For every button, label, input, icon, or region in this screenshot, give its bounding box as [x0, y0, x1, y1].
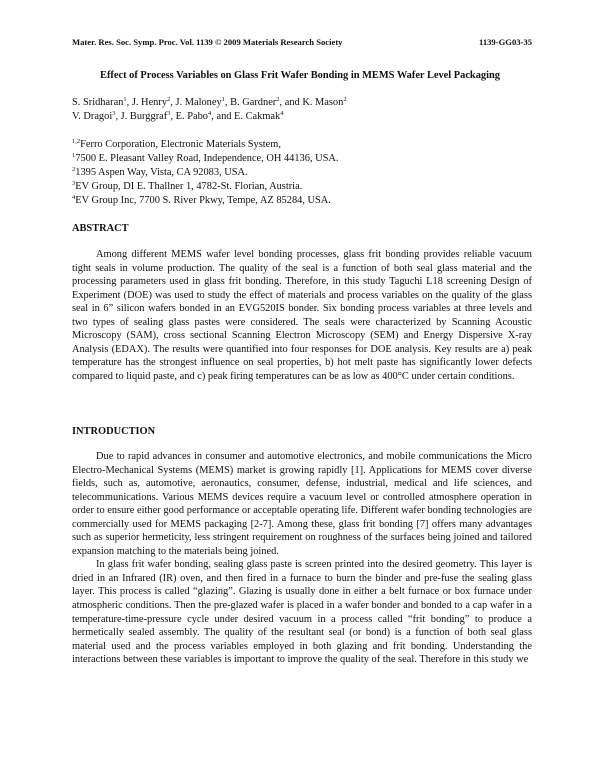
abstract-paragraph: Among different MEMS wafer level bonding processes, glass frit bonding provides reliable vacuum tight seals in volume production. The quality of the seal is a function of both seal glass material and the processing parameters used in glass frit bonding. Therefore, in this study Taguchi L18 screening Design of Experiment (DOE) was used to study the effect of materials and process variables on the quality of the glass seal in 6” silicon wafers bonded in an EVG520IS bonder. Six bonding process variables at three levels and two types of sealing glass pastes were considered. The seals were characterized by Scanning Acoustic Microscopy (SAM), cross sectional Scanning Electron Microscopy (SEM) and Energy Dispersive X-ray Analysis (EDAX). The results were quantified into four responses for DOE analysis. Key results are a) peak temperature has the strongest influence on seal properties, b) hot melt paste has significantly lower defects compared to liquid paste, and c) peak firing temperatures can be as low as 400°C under certain conditions.: [72, 249, 532, 382]
author-name: S. Sridharan: [72, 97, 124, 108]
affiliation: [72, 166, 540, 180]
affiliation: [72, 180, 540, 194]
affil-mark: 1: [72, 152, 76, 159]
affiliation: [72, 194, 540, 208]
paper-id: 1139-GG03-35: [479, 37, 532, 47]
author-list: [72, 96, 540, 124]
affil-text: 1395 Aspen Way, Vista, CA 92083, USA.: [75, 167, 248, 178]
author-affil-mark: 3: [167, 110, 171, 117]
author-name: , J. Burggraf: [115, 111, 168, 122]
affil-mark: 3: [72, 180, 76, 187]
author-name: , J. Maloney: [170, 97, 222, 108]
intro-paragraph-2: In glass frit wafer bonding, sealing glass paste is screen printed into the desired geometry. This layer is dried in an Infrared (IR) oven, and then fired in a furnace to burn the binder and pre-fuse the sealing glass layer. This process is called “glazing”. Glazing is usually done in either a belt furnace or box furnace under atmospheric conditions. Then the pre-glazed wafer is placed in a wafer bonder and bonded to a cap wafer in a temperature-time-pressure cycle under desired vacuum in a process called “frit bonding” to produce a hermetically sealed assembly. The quality of the resultant seal (or bond) is a function of both seal glass material used and the process variables employed in both glazing and frit bonding. Understanding the interactions between these variables is important to improve the quality of the seal. Therefore in this study we: [72, 559, 532, 666]
affil-text: EV Group, DI E. Thallner 1, 4782-St. Florian, Austria.: [75, 181, 303, 192]
introduction-heading: INTRODUCTION: [72, 426, 156, 437]
journal-citation: Mater. Res. Soc. Symp. Proc. Vol. 1139 © 2009 Materials Research Society: [72, 37, 343, 47]
author-affil-mark: 1: [123, 96, 127, 103]
author-affil-mark: 4: [280, 110, 284, 117]
affil-text: EV Group Inc, 7700 S. River Pkwy, Tempe, AZ 85284, USA.: [75, 195, 331, 206]
affil-mark: 1,2: [72, 138, 81, 145]
abstract-heading: ABSTRACT: [72, 223, 129, 234]
affil-mark: 2: [72, 166, 76, 173]
affiliation: [72, 152, 540, 166]
author-line-1: [72, 96, 540, 110]
abstract-body: [72, 248, 532, 383]
affil-text: 7500 E. Pleasant Valley Road, Independence, OH 44136, USA.: [75, 153, 339, 164]
author-affil-mark: 3: [112, 110, 116, 117]
affiliation-list: [72, 138, 540, 208]
author-affil-mark: 2: [167, 96, 171, 103]
author-name: , E. Pabo: [170, 111, 209, 122]
author-affil-mark: 1: [221, 96, 225, 103]
author-name: , and E. Cakmak: [211, 111, 281, 122]
author-name: , B. Gardner: [224, 97, 277, 108]
introduction-body: [72, 450, 532, 667]
author-name: , and K. Mason: [279, 97, 344, 108]
author-line-2: [72, 110, 540, 124]
author-name: V. Dragoi: [72, 111, 113, 122]
affiliation: [72, 138, 540, 152]
author-affil-mark: 4: [208, 110, 212, 117]
affil-text: Ferro Corporation, Electronic Materials System,: [80, 139, 281, 150]
affil-mark: 4: [72, 194, 76, 201]
paper-title: Effect of Process Variables on Glass Frit Wafer Bonding in MEMS Wafer Level Packaging: [100, 70, 500, 81]
running-header: [72, 37, 532, 47]
author-name: , J. Henry: [126, 97, 168, 108]
author-affil-mark: 2: [343, 96, 347, 103]
author-affil-mark: 2: [276, 96, 280, 103]
intro-paragraph-1: Due to rapid advances in consumer and automotive electronics, and mobile communications the Micro Electro-Mechanical Systems (MEMS) market is growing rapidly [1]. Applications for MEMS cover diverse fields, such as, automotive, aeronautics, consumer, defense, industrial, medical and life sciences, and telecommunications. Various MEMS devices require a vacuum level or controlled atmosphere operation in order to ensure either good performance or acceptable operating life. Different wafer bonding technologies are commercially used for MEMS packaging [2-7]. Among these, glass frit bonding [7] offers many advantages such as superior hermeticity, less stringent requirement on roughness of the surfaces being joined and tailored expansion matching to the materials being joined.: [72, 451, 532, 557]
